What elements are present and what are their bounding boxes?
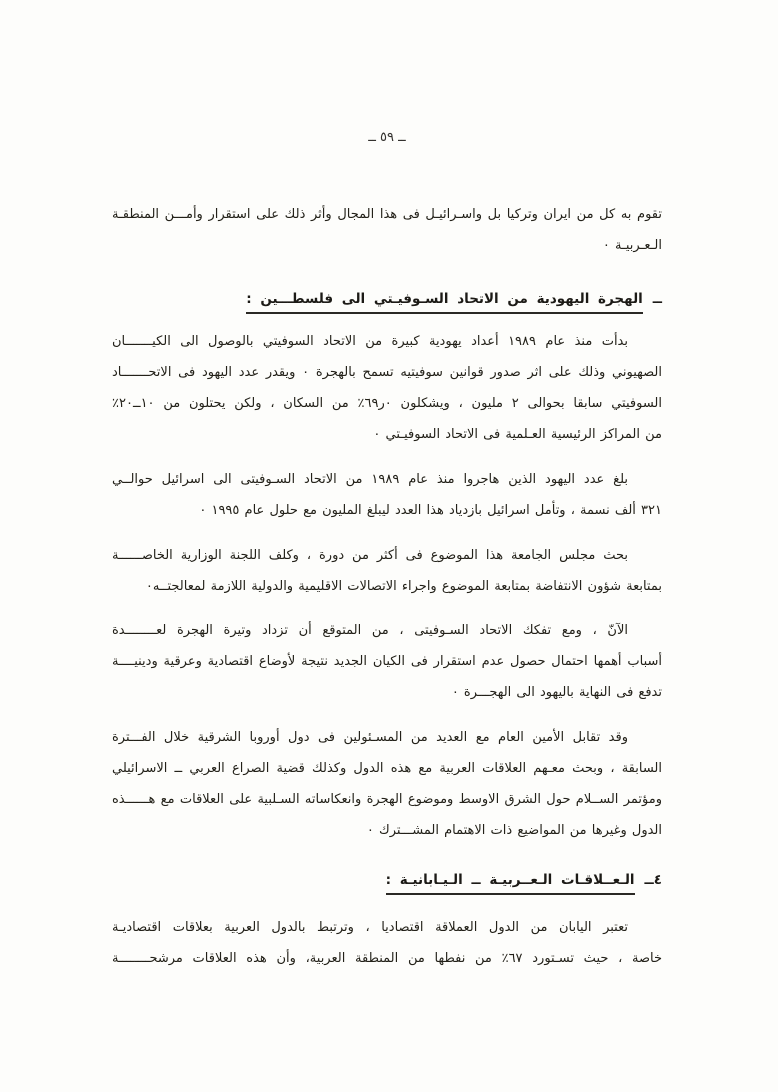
text-line: السوفيتي سابقا بحوالى ٢ مليون ، ويشكلون ٠ر٦٩٪ من السكان ، ولكن يحتلون من ١٠ــ٢٠٪ (112, 396, 662, 411)
text-line: خاصة ، حيث تسـتورد ٦٧٪ من نفطها من المنطقة العربية، وأن هذه العلاقات مرشحــــــــة (112, 951, 663, 966)
paragraph-japan-relations (112, 912, 662, 974)
text-line: الصهيوني وذلك على اثر صدور قوانين سوفيتيه تسمح بالهجرة ٠ ويقدر عدد اليهود فى الاتحـــــــاد (112, 365, 662, 380)
section-heading-japan-relations (112, 872, 662, 895)
text-line: السابقة ، وبحث معـهم العلاقات العربية مع هذه الدول وكذلك قضية الصراع العربي ــ الاسرائيلي (112, 761, 662, 776)
page-number: ــ ٥٩ ــ (368, 130, 406, 145)
paragraph-secretary-general (112, 722, 662, 846)
text-line: بدأت منذ عام ١٩٨٩ أعداد يهودية كبيرة من الاتحاد السوفيتي بالوصول الى الكيـــــــان (112, 334, 628, 349)
section-heading-migration (112, 291, 662, 314)
heading-migration-text: الهجرة اليهودية من الاتحاد السـوفيـتي الى فلسطـــين : (246, 291, 643, 314)
text-line: الدول وغيرها من المواضيع ذات الاهتمام المشـــترك ٠ (366, 823, 662, 838)
text-line: تعتبر اليابان من الدول العملاقة اقتصاديا ، وترتبط بالدول العربية بعلاقات اقتصاديـة (112, 920, 628, 935)
paragraph-immigration (112, 326, 662, 450)
paragraph-ussr-breakup (112, 615, 662, 708)
text-line: بمتابعة شؤون الانتفاضة بمتابعة الموضوع واجراء الاتصالات الاقليمية والدولية اللازمة لمعالجتــه٠ (145, 579, 662, 594)
text-line: الآنّ ، ومع تفكك الاتحاد السـوفيتى ، من المتوقع أن تزداد وتيرة الهجرة لعــــــــدة (112, 623, 628, 638)
text-line: تدفع فى النهاية باليهود الى الهجـــرة ٠ (451, 685, 662, 700)
heading-japan-text: الـعــلاقـات الـعــربيـة ــ الـيـابانيـة : (386, 872, 635, 895)
text-line: الـعـربيـة ٠ (602, 238, 662, 253)
paragraph-league-council (112, 540, 662, 602)
text-line: وقد تقابل الأمين العام مع العديد من المسـئولين فى دول أوروبا الشرقية خلال الفـــترة (112, 730, 628, 745)
text-line: ومؤتمر الســلام حول الشرق الاوسط وموضوع الهجرة وانعكاساته السـلبية على العلاقات مع هــــــذه (112, 792, 662, 807)
paragraph-emigration-numbers (112, 464, 662, 526)
paragraph-intro (112, 199, 662, 261)
text-line: بحث مجلس الجامعة هذا الموضوع فى أكثر من دورة ، وكلف اللجنة الوزارية الخاصــــــة (112, 548, 628, 563)
text-line: تقوم به كل من ايران وتركيا بل واسـرائيـل فى هذا المجال وأثر ذلك على استقرار وأمـــن المنطقـة (112, 207, 662, 222)
heading-dash-marker: ــ (652, 291, 662, 307)
text-line: بلغ عدد اليهود الذين هاجروا منذ عام ١٩٨٩ من الاتحاد السـوفيتى الى اسرائيل حوالــي (112, 472, 629, 487)
text-line: ٣٢١ ألف نسمة ، وتأمل اسرائيل بازدياد هذا العدد ليبلغ المليون مع حلول عام ١٩٩٥ ٠ (199, 503, 662, 518)
text-line: من المراكز الرئيسية العـلمية فى الاتحاد السوفيـتي ٠ (373, 427, 662, 442)
heading-section-number: ٤ــ (644, 872, 662, 888)
text-column (112, 0, 662, 974)
text-line: أسباب أهمها احتمال حصول عدم استقرار فى الكيان الجديد نتيجة لأوضاع اقتصادية وعرقية ودينيــــة (112, 654, 662, 669)
